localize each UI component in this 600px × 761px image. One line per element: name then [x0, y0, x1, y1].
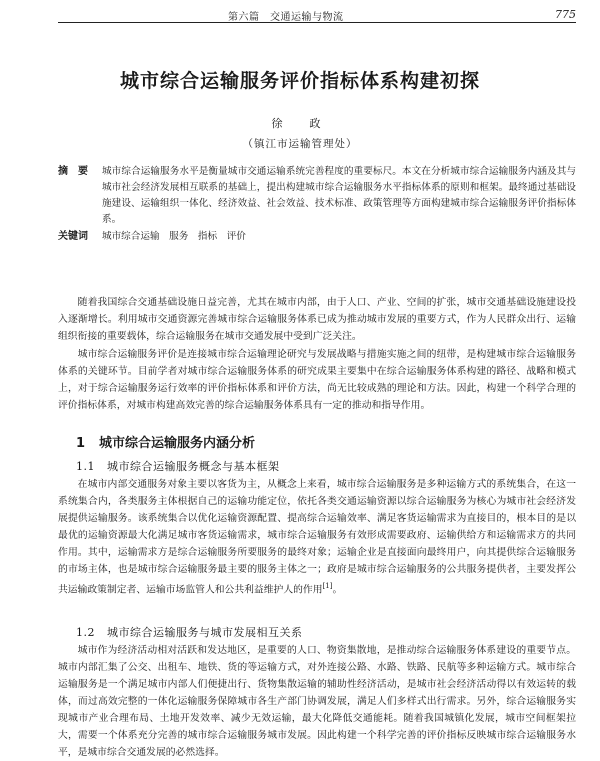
section-number: 1 [76, 436, 86, 451]
subsection-heading-2 [76, 624, 303, 640]
keywords-label: 关键词 [58, 231, 88, 242]
citation: [1] [322, 582, 333, 590]
intro-paragraph-2: 城市综合运输服务评价是连接城市综合运输理论研究与发展战略与措施实施之间的纽带，是构建城市综合运输服务体系的关键环节。目前学者对城市综合运输服务体系的研究成果主要集中在综合运输服务体系构建的路径、战略和模式上，对于综合运输服务运行效率的评价指标体系和评价方法，尚无比较成熟的理论和方法。因此，构建一个科学合理的评价指标体系，对城市构建高效完善的综合运输服务体系具有一定的推动和指导作用。 [58, 349, 576, 411]
keywords-row [58, 229, 576, 245]
abstract-text: 城市综合运输服务水平是衡量城市交通运输系统完善程度的重要标尺。本文在分析城市综合运输服务内涵及其与城市社会经济发展相互联系的基础上，提出构建城市综合运输服务水平指标体系的原则和框架。最终通过基础设施建设、运输组织一体化、经济效益、社会效益、技术标准、政策管理等方面构建城市综合运输服务评价指标体系。 [102, 166, 576, 225]
abstract-block [58, 164, 576, 245]
chapter-title: 第六篇 交通运输与物流 [228, 12, 344, 23]
subsection-title: 城市综合运输服务概念与基本框架 [107, 460, 280, 473]
affiliation: （镇江市运输管理处） [242, 138, 358, 150]
author: 徐 政 [271, 117, 329, 130]
page-number: 775 [555, 8, 576, 21]
keywords-text: 城市综合运输 服务 指标 评价 [102, 231, 246, 242]
running-header [58, 0, 576, 23]
subsection-heading-1 [76, 458, 280, 474]
subsection-1-paragraph [58, 476, 576, 598]
intro-paragraph-1: 随着我国综合交通基础设施日益完善，尤其在城市内部，由于人口、产业、空间的扩张，城市交通基础设施建设投入逐渐增长。利用城市交通资源完善城市综合运输服务体系已成为推动城市发展的重要方式，作为人民群众出行、运输组织衔接的重要载体，综合运输服务在城市交通发展中受到广泛关注。 [58, 297, 576, 342]
section-heading [76, 432, 255, 451]
subsection-2-paragraph: 城市作为经济活动相对活跃和发达地区，是重要的人口、物资集散地，是推动综合运输服务体系建设的重要节点。城市内部汇集了公交、出租车、地铁、货的等运输方式，对外连接公路、水路、铁路、民航等多种运输方式。城市综合运输服务是一个满足城市内部人们便捷出行、货物集散运输的辅助性经济活动，是城市社会经济活动得以有效运转的载体，而过高效完整的一体化运输服务保障城市各生产部门协调发展，满足人们多样式出行需求。另外，综合运输服务实现城市产业合理布局、土地开发效率、减少无效运输，最大化降低交通能耗。随着我国城镇化发展，城市空间框架拉大，需要一个体系充分完善的城市综合运输服务城市发展。因此构建一个科学完善的评价指标反映城市综合运输服务水平，是城市综合交通发展的必然选择。 [58, 645, 576, 758]
paper-title: 城市综合运输服务评价指标体系构建初探 [119, 70, 480, 92]
abstract-row [58, 164, 576, 228]
section-title: 城市综合运输服务内涵分析 [99, 436, 256, 451]
abstract-label: 摘 要 [58, 166, 88, 177]
subsection-number: 1.2 [76, 626, 95, 639]
subsection-number: 1.1 [76, 460, 95, 473]
sentence-end: 。 [332, 584, 343, 596]
subsection-title: 城市综合运输服务与城市发展相互关系 [107, 626, 303, 639]
subsection-1-text: 在城市内部交通服务对象主要以客货为主，从概念上来看，城市综合运输服务是多种运输方式的系统集合，在这一系统集合内，各类服务主体根据自己的运输功能定位，依托各类交通运输资源以综合运输服务为核心为城市社会经济发展提供运输服务。该系统集合以优化运输资源配置、提高综合运输效率、满足客货运输需求为直接目的，根本目的是以最优的运输资源最大化满足城市客货运输需求，城市综合运输服务有效形成需要政府、运输供给方和运输需求方的共同作用。其中，运输需求方是综合运输服务所要服务的最终对象；运输企业是直接面向最终用户，向其提供综合运输服务的市场主体，也是城市综合运输服务最主要的服务主体之一；政府是城市综合运输服务的公共服务提供者，主要发挥公共运输政策制定者、运输市场监管人和公共利益维护人的作用 [58, 479, 576, 596]
